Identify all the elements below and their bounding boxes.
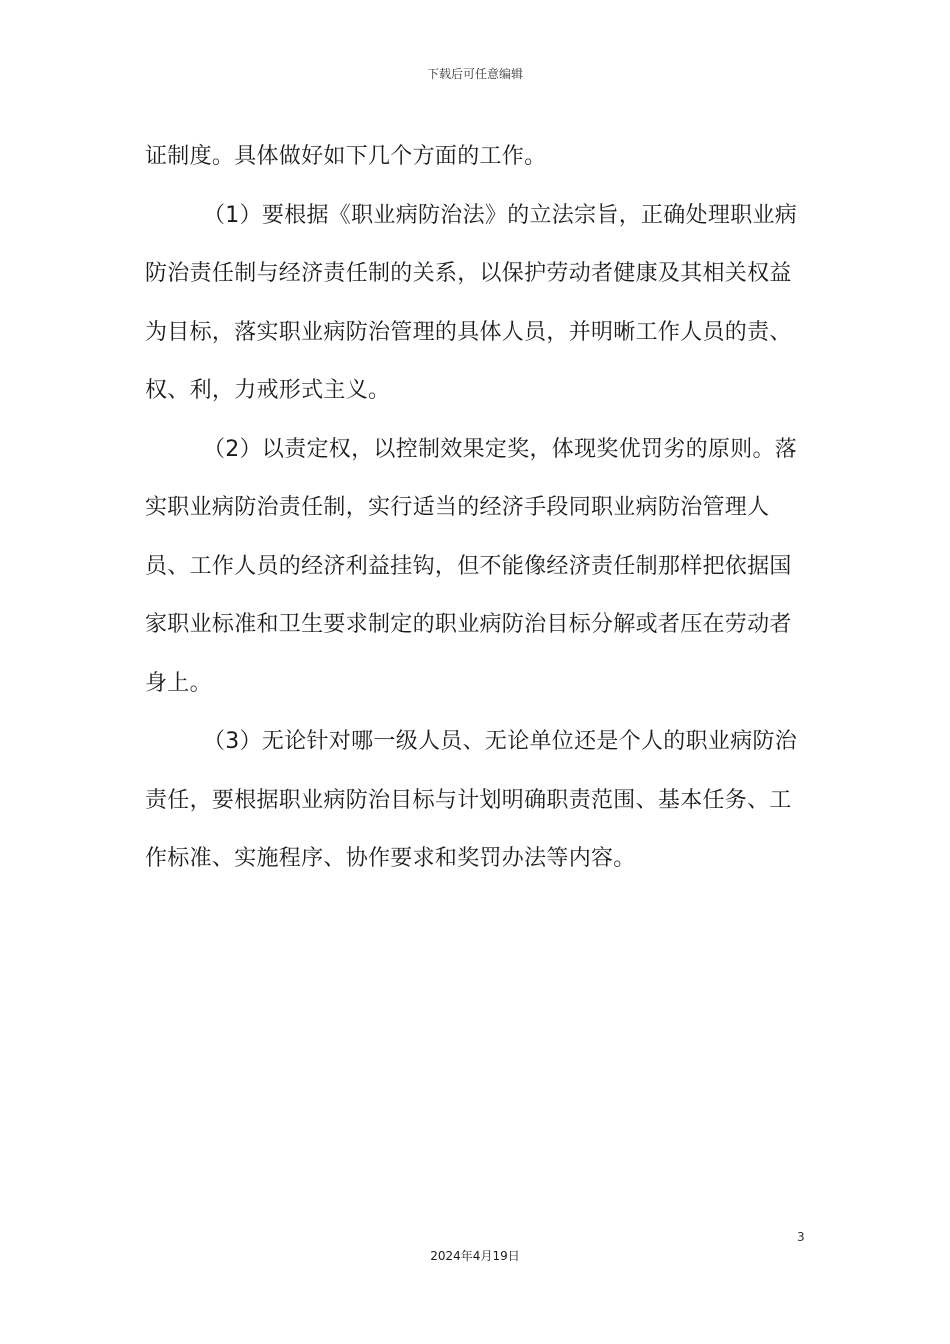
page-number: 3	[797, 1230, 805, 1244]
paragraph-continuation: 证制度。具体做好如下几个方面的工作。	[145, 144, 547, 169]
paragraph-item-2: （2）以责定权，以控制效果定奖，体现奖优罚劣的原则。落实职业病防治责任制，实行适当的经济手段同职业病防治管理人员、工作人员的经济利益挂钩，但不能像经济责任制那样把依据国家职业标准和卫生要求制定的职业病防治目标分解或者压在劳动者身上。	[145, 436, 798, 696]
footer-date: 2024年4月19日	[430, 1249, 520, 1263]
paragraph-item-3: （3）无论针对哪一级人员、无论单位还是个人的职业病防治责任，要根据职业病防治目标与计划明确职责范围、基本任务、工作标准、实施程序、协作要求和奖罚办法等内容。	[145, 729, 798, 871]
page-header: 下载后可任意编辑	[426, 67, 523, 81]
paragraph-item-1: （1）要根据《职业病防治法》的立法宗旨，正确处理职业病防治责任制与经济责任制的关系，以保护劳动者健康及其相关权益为目标，落实职业病防治管理的具体人员，并明晰工作人员的责、权、利，力戒形式主义。	[145, 202, 798, 403]
document-body	[145, 128, 805, 889]
